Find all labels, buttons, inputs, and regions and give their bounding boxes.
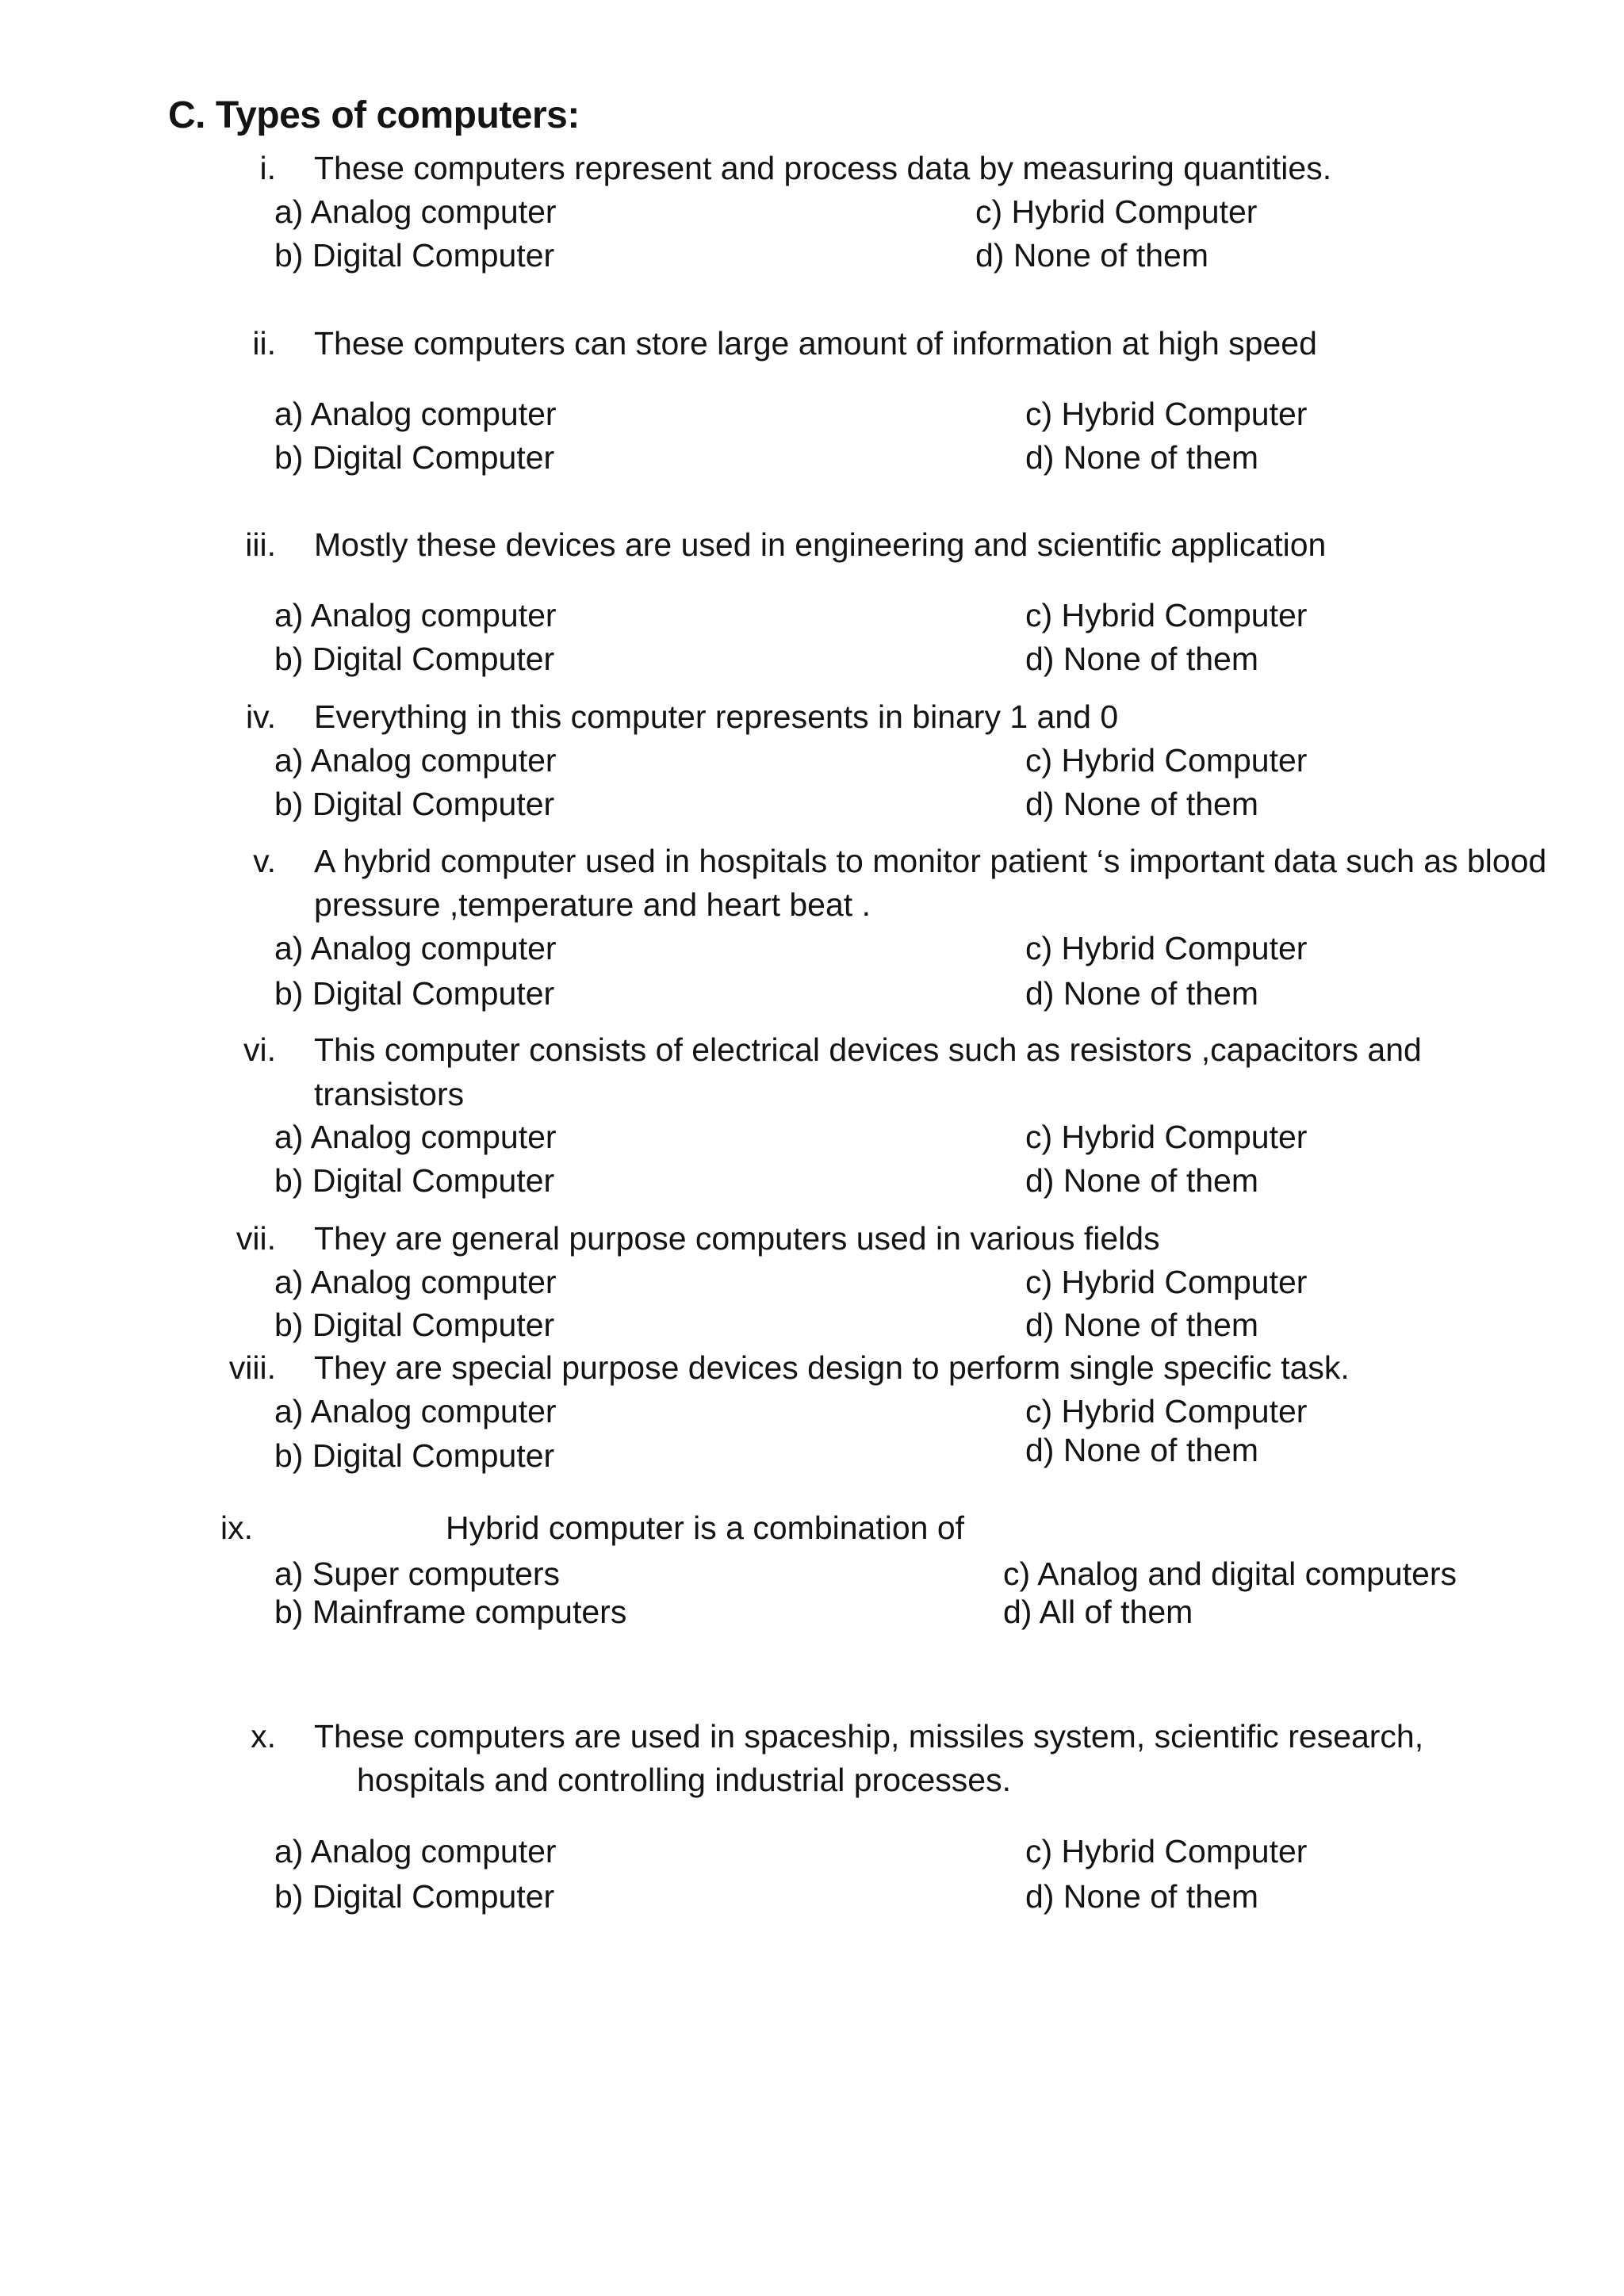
question-text: Everything in this computer represents in binary 1 and 0 xyxy=(314,698,1119,735)
option-b: b) Digital Computer xyxy=(274,1437,555,1474)
option-d: d) None of them xyxy=(1025,1307,1258,1343)
option-b: b) Digital Computer xyxy=(274,786,555,822)
question-text: A hybrid computer used in hospitals to monitor patient ‘s important data such as blood xyxy=(314,843,1547,879)
option-c: c) Hybrid Computer xyxy=(1025,1393,1308,1429)
option-c: c) Hybrid Computer xyxy=(1025,1119,1308,1155)
option-b: b) Digital Computer xyxy=(274,641,555,677)
question-number: ix. xyxy=(220,1510,253,1546)
option-d: d) None of them xyxy=(1025,1878,1258,1915)
option-c: c) Hybrid Computer xyxy=(1025,1264,1308,1300)
option-b: b) Digital Computer xyxy=(274,439,555,476)
section-title: C. Types of computers: xyxy=(168,94,580,136)
option-d: d) None of them xyxy=(1025,1432,1258,1468)
option-d: d) All of them xyxy=(1003,1594,1193,1630)
question-number: iii. xyxy=(245,526,276,563)
question-text: They are special purpose devices design to perform single specific task. xyxy=(314,1349,1350,1386)
option-a: a) Analog computer xyxy=(274,1119,557,1155)
question-text: Mostly these devices are used in engineering and scientific application xyxy=(314,526,1327,563)
option-a: a) Analog computer xyxy=(274,1393,557,1429)
option-a: a) Analog computer xyxy=(274,193,557,230)
option-d: d) None of them xyxy=(1025,641,1258,677)
question-number: vii. xyxy=(236,1220,276,1257)
option-d: d) None of them xyxy=(975,237,1208,274)
question-number: i. xyxy=(259,150,276,186)
option-a: a) Analog computer xyxy=(274,1264,557,1300)
question-number: x. xyxy=(251,1718,276,1755)
option-b: b) Digital Computer xyxy=(274,237,555,274)
question-number: iv. xyxy=(246,698,276,735)
option-b: b) Digital Computer xyxy=(274,975,555,1012)
option-c: c) Hybrid Computer xyxy=(1025,742,1308,779)
option-b: b) Digital Computer xyxy=(274,1162,555,1199)
question-number: viii. xyxy=(228,1349,276,1386)
question-text-continued: transistors xyxy=(314,1076,465,1112)
question-text: This computer consists of electrical devices such as resistors ,capacitors and xyxy=(314,1031,1422,1068)
option-c: c) Hybrid Computer xyxy=(1025,930,1308,966)
question-text: These computers are used in spaceship, missiles system, scientific research, xyxy=(314,1718,1424,1755)
question-text: These computers represent and process data by measuring quantities. xyxy=(314,150,1332,186)
option-d: d) None of them xyxy=(1025,786,1258,822)
question-text: Hybrid computer is a combination of xyxy=(446,1510,965,1546)
option-d: d) None of them xyxy=(1025,439,1258,476)
option-a: a) Analog computer xyxy=(274,930,557,966)
question-number: v. xyxy=(253,843,276,879)
option-d: d) None of them xyxy=(1025,1162,1258,1199)
option-a: a) Analog computer xyxy=(274,1833,557,1869)
option-a: a) Analog computer xyxy=(274,597,557,633)
question-number: vi. xyxy=(243,1031,276,1068)
option-c: c) Hybrid Computer xyxy=(975,193,1258,230)
question-number: ii. xyxy=(252,325,276,362)
question-text-continued: hospitals and controlling industrial processes. xyxy=(357,1762,1012,1798)
option-d: d) None of them xyxy=(1025,975,1258,1012)
option-a: a) Super computers xyxy=(274,1556,561,1592)
option-a: a) Analog computer xyxy=(274,742,557,779)
option-b: b) Digital Computer xyxy=(274,1878,555,1915)
option-c: c) Analog and digital computers xyxy=(1003,1556,1457,1592)
option-c: c) Hybrid Computer xyxy=(1025,597,1308,633)
question-text: These computers can store large amount of information at high speed xyxy=(314,325,1317,362)
option-c: c) Hybrid Computer xyxy=(1025,396,1308,432)
question-text: They are general purpose computers used in various fields xyxy=(314,1220,1160,1257)
question-text-continued: pressure ,temperature and heart beat . xyxy=(314,886,871,923)
option-c: c) Hybrid Computer xyxy=(1025,1833,1308,1869)
option-a: a) Analog computer xyxy=(274,396,557,432)
option-b: b) Digital Computer xyxy=(274,1307,555,1343)
option-b: b) Mainframe computers xyxy=(274,1594,627,1630)
